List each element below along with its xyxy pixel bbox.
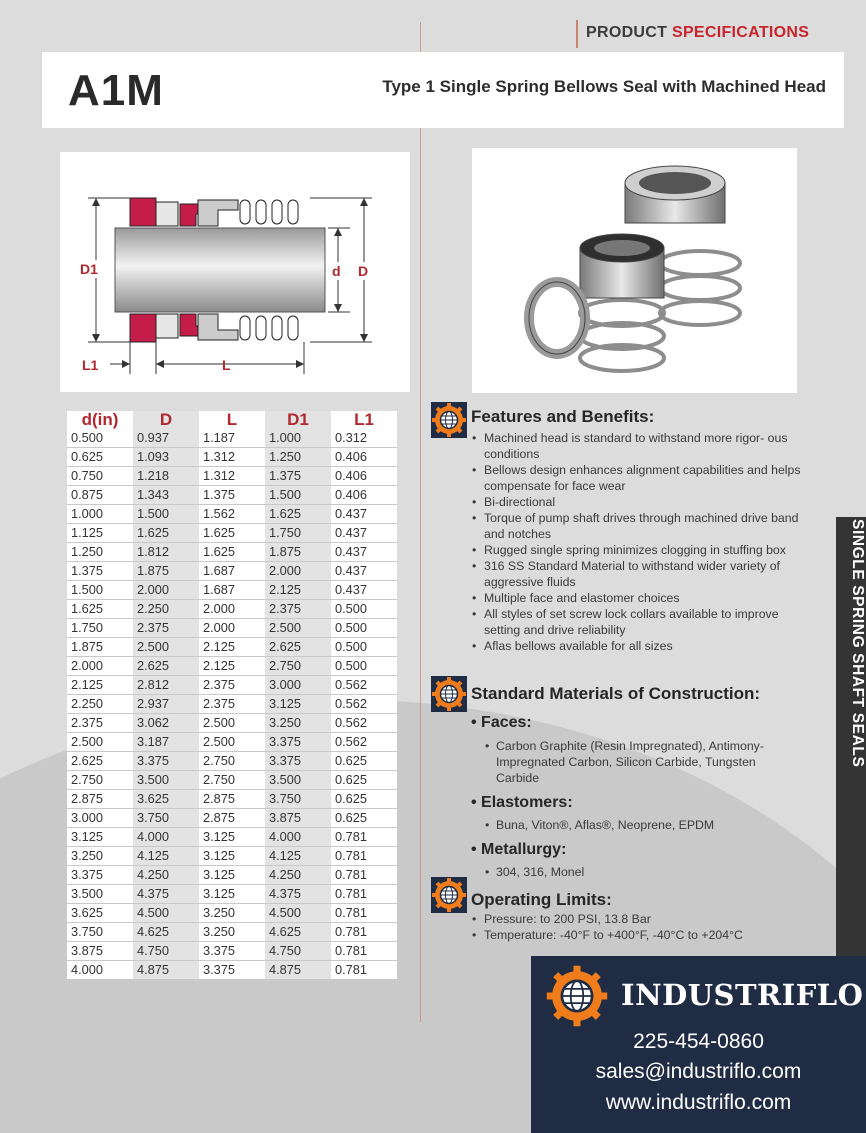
label-D: D	[358, 263, 369, 279]
table-cell: 2.812	[133, 676, 199, 695]
table-cell: 2.625	[67, 752, 133, 771]
materials-title: Standard Materials of Construction:	[471, 684, 761, 703]
elastomers-text: • Buna, Viton®, Aflas®, Neoprene, EPDM	[484, 817, 794, 833]
table-row	[67, 467, 397, 486]
faces-title: • Faces:	[471, 714, 532, 731]
table-cell: 1.343	[133, 486, 199, 505]
table-cell: 3.375	[133, 752, 199, 771]
table-cell: 4.250	[133, 866, 199, 885]
feature-item: • Torque of pump shaft drives through machined drive band and notches	[471, 510, 801, 542]
table-cell: 0.406	[331, 486, 397, 505]
globe-gear-icon	[431, 877, 467, 913]
table-cell: 2.875	[199, 809, 265, 828]
table-cell: 4.125	[265, 847, 331, 866]
table-cell: 1.750	[67, 619, 133, 638]
globe-gear-icon	[431, 676, 467, 712]
table-cell: 3.250	[199, 923, 265, 942]
table-cell: 0.781	[331, 961, 397, 980]
title-bar	[42, 52, 844, 128]
table-cell: 1.312	[199, 467, 265, 486]
table-cell: 1.875	[265, 543, 331, 562]
features-title: Features and Benefits:	[471, 407, 655, 426]
table-row	[67, 942, 397, 961]
table-cell: 0.437	[331, 505, 397, 524]
vertical-divider	[420, 22, 421, 1022]
table-cell: 3.500	[133, 771, 199, 790]
table-row	[67, 771, 397, 790]
table-cell: 0.781	[331, 942, 397, 961]
table-cell: 0.625	[331, 790, 397, 809]
table-cell: 3.375	[199, 961, 265, 980]
table-row	[67, 809, 397, 828]
operating-limits-list	[471, 911, 801, 943]
table-cell: 2.000	[133, 581, 199, 600]
table-row	[67, 885, 397, 904]
table-cell: 2.250	[133, 600, 199, 619]
table-cell: 0.500	[331, 619, 397, 638]
product-specifications-heading: PRODUCT SPECIFICATIONS	[576, 20, 809, 48]
table-cell: 4.500	[133, 904, 199, 923]
product-photo	[472, 148, 797, 393]
table-cell: 0.781	[331, 847, 397, 866]
table-cell: 3.750	[265, 790, 331, 809]
operating-limits-title: Operating Limits:	[471, 890, 612, 909]
table-cell: 0.625	[331, 752, 397, 771]
table-cell: 1.500	[265, 486, 331, 505]
table-cell: 1.687	[199, 581, 265, 600]
table-cell: 2.375	[133, 619, 199, 638]
table-cell: 3.875	[67, 942, 133, 961]
table-cell: 0.500	[67, 429, 133, 448]
table-row	[67, 600, 397, 619]
table-cell: 1.750	[265, 524, 331, 543]
table-cell: 1.187	[199, 429, 265, 448]
table-cell: 4.750	[265, 942, 331, 961]
table-header-row	[67, 411, 397, 429]
dimension-table	[67, 411, 397, 980]
table-cell: 1.000	[67, 505, 133, 524]
table-cell: 4.875	[265, 961, 331, 980]
table-cell: 1.625	[67, 600, 133, 619]
metallurgy-title: • Metallurgy:	[471, 841, 567, 858]
table-cell: 3.125	[199, 885, 265, 904]
table-cell: 0.437	[331, 543, 397, 562]
label-L1: L1	[82, 357, 99, 373]
table-row	[67, 866, 397, 885]
column-header: d(in)	[67, 411, 133, 429]
table-cell: 0.625	[67, 448, 133, 467]
column-header: L1	[331, 411, 397, 429]
table-cell: 0.781	[331, 904, 397, 923]
table-row	[67, 790, 397, 809]
table-cell: 1.375	[199, 486, 265, 505]
table-cell: 1.250	[265, 448, 331, 467]
table-cell: 1.375	[67, 562, 133, 581]
table-row	[67, 733, 397, 752]
table-cell: 1.093	[133, 448, 199, 467]
feature-item: • Multiple face and elastomer choices	[471, 590, 801, 606]
table-row	[67, 923, 397, 942]
feature-item: • 316 SS Standard Material to withstand wider variety of aggressive fluids	[471, 558, 801, 590]
label-D1: D1	[80, 261, 98, 277]
feature-item: • Aflas bellows available for all sizes	[471, 638, 801, 654]
seal-dimension-diagram	[60, 152, 410, 392]
shaft	[115, 228, 325, 312]
table-cell: 3.625	[133, 790, 199, 809]
table-row	[67, 505, 397, 524]
table-row	[67, 543, 397, 562]
table-cell: 3.250	[199, 904, 265, 923]
feature-item: • All styles of set screw lock collars available to improve setting and drive reliability	[471, 606, 801, 638]
feature-item: • Rugged single spring minimizes clogging in stuffing box	[471, 542, 801, 558]
product-subtitle: Type 1 Single Spring Bellows Seal with Machined Head	[382, 77, 826, 96]
table-cell: 4.625	[133, 923, 199, 942]
feature-item: • Bellows design enhances alignment capabilities and helps compensate for face wear	[471, 462, 801, 494]
table-row	[67, 752, 397, 771]
brand-phone[interactable]: 225-454-0860	[633, 1030, 764, 1053]
table-cell: 2.375	[199, 676, 265, 695]
table-row	[67, 619, 397, 638]
table-cell: 3.125	[199, 866, 265, 885]
table-cell: 1.218	[133, 467, 199, 486]
table-cell: 3.062	[133, 714, 199, 733]
table-cell: 2.000	[67, 657, 133, 676]
side-category-tab: SINGLE SPRING SHAFT SEALS	[836, 517, 866, 957]
table-cell: 2.750	[67, 771, 133, 790]
table-cell: 0.500	[331, 638, 397, 657]
table-cell: 4.000	[67, 961, 133, 980]
column-header: L	[199, 411, 265, 429]
table-cell: 2.500	[67, 733, 133, 752]
table-cell: 1.562	[199, 505, 265, 524]
table-cell: 2.875	[67, 790, 133, 809]
table-row	[67, 904, 397, 923]
table-cell: 2.125	[265, 581, 331, 600]
table-cell: 3.500	[265, 771, 331, 790]
table-cell: 0.625	[331, 771, 397, 790]
limit-item: • Pressure: to 200 PSI, 13.8 Bar	[471, 911, 801, 927]
table-row	[67, 448, 397, 467]
table-cell: 0.406	[331, 467, 397, 486]
table-cell: 2.500	[199, 733, 265, 752]
table-row	[67, 695, 397, 714]
table-cell: 1.812	[133, 543, 199, 562]
brand-website[interactable]: www.industriflo.com	[605, 1091, 792, 1114]
table-cell: 3.375	[67, 866, 133, 885]
table-cell: 1.250	[67, 543, 133, 562]
table-cell: 2.625	[265, 638, 331, 657]
table-cell: 3.125	[265, 695, 331, 714]
table-cell: 0.562	[331, 733, 397, 752]
table-cell: 2.375	[265, 600, 331, 619]
table-row	[67, 524, 397, 543]
table-cell: 0.562	[331, 676, 397, 695]
table-cell: 3.875	[265, 809, 331, 828]
table-cell: 4.625	[265, 923, 331, 942]
limit-item: • Temperature: -40°F to +400°F, -40°C to +204°C	[471, 927, 801, 943]
table-cell: 1.625	[265, 505, 331, 524]
table-cell: 2.625	[133, 657, 199, 676]
table-cell: 0.750	[67, 467, 133, 486]
table-cell: 3.375	[199, 942, 265, 961]
table-cell: 2.750	[265, 657, 331, 676]
table-cell: 0.312	[331, 429, 397, 448]
table-row	[67, 638, 397, 657]
table-row	[67, 581, 397, 600]
table-cell: 0.437	[331, 581, 397, 600]
feature-item: • Bi-directional	[471, 494, 801, 510]
table-cell: 4.750	[133, 942, 199, 961]
table-cell: 2.250	[67, 695, 133, 714]
column-header: D1	[265, 411, 331, 429]
table-cell: 0.562	[331, 695, 397, 714]
table-row	[67, 429, 397, 448]
table-row	[67, 486, 397, 505]
top-seat	[130, 198, 156, 226]
table-cell: 4.250	[265, 866, 331, 885]
table-cell: 3.125	[199, 828, 265, 847]
table-cell: 4.875	[133, 961, 199, 980]
table-row	[67, 676, 397, 695]
table-cell: 2.375	[67, 714, 133, 733]
table-cell: 1.312	[199, 448, 265, 467]
table-cell: 0.437	[331, 524, 397, 543]
globe-gear-icon	[431, 402, 467, 438]
table-cell: 2.750	[199, 752, 265, 771]
table-cell: 0.781	[331, 923, 397, 942]
table-cell: 2.000	[199, 619, 265, 638]
table-cell: 4.375	[133, 885, 199, 904]
table-cell: 1.687	[199, 562, 265, 581]
table-cell: 1.625	[133, 524, 199, 543]
table-cell: 0.500	[331, 657, 397, 676]
table-cell: 2.500	[265, 619, 331, 638]
table-cell: 2.375	[199, 695, 265, 714]
table-cell: 4.000	[133, 828, 199, 847]
table-cell: 0.500	[331, 600, 397, 619]
table-cell: 1.000	[265, 429, 331, 448]
table-cell: 1.625	[199, 524, 265, 543]
model-number: A1M	[68, 66, 164, 115]
table-row	[67, 657, 397, 676]
table-cell: 0.875	[67, 486, 133, 505]
table-row	[67, 828, 397, 847]
table-cell: 0.937	[133, 429, 199, 448]
table-cell: 4.125	[133, 847, 199, 866]
elastomers-title: • Elastomers:	[471, 794, 573, 811]
table-row	[67, 562, 397, 581]
table-cell: 2.125	[199, 657, 265, 676]
table-cell: 2.750	[199, 771, 265, 790]
table-cell: 3.375	[265, 752, 331, 771]
table-cell: 0.406	[331, 448, 397, 467]
brand-name: INDUSTRIFLO	[621, 978, 864, 1012]
table-cell: 1.625	[199, 543, 265, 562]
table-cell: 2.000	[265, 562, 331, 581]
table-cell: 3.187	[133, 733, 199, 752]
brand-contact-box	[531, 956, 866, 1133]
label-d: d	[332, 263, 341, 279]
table-cell: 3.000	[265, 676, 331, 695]
table-cell: 3.000	[67, 809, 133, 828]
table-cell: 2.500	[133, 638, 199, 657]
bottom-seat	[130, 314, 156, 342]
table-cell: 2.125	[199, 638, 265, 657]
table-cell: 4.375	[265, 885, 331, 904]
table-cell: 4.000	[265, 828, 331, 847]
table-cell: 4.500	[265, 904, 331, 923]
label-L: L	[222, 357, 231, 373]
table-cell: 1.375	[265, 467, 331, 486]
table-row	[67, 714, 397, 733]
table-cell: 0.437	[331, 562, 397, 581]
table-cell: 0.562	[331, 714, 397, 733]
feature-item: • Machined head is standard to withstand more rigor- ous conditions	[471, 430, 801, 462]
table-cell: 2.500	[199, 714, 265, 733]
industriflo-logo-icon	[545, 964, 609, 1028]
table-cell: 3.750	[133, 809, 199, 828]
table-cell: 1.875	[133, 562, 199, 581]
table-cell: 3.250	[67, 847, 133, 866]
brand-email[interactable]: sales@industriflo.com	[595, 1060, 802, 1083]
table-cell: 3.250	[265, 714, 331, 733]
table-cell: 1.875	[67, 638, 133, 657]
table-cell: 0.781	[331, 866, 397, 885]
table-cell: 1.500	[67, 581, 133, 600]
table-cell: 1.500	[133, 505, 199, 524]
table-cell: 2.937	[133, 695, 199, 714]
table-cell: 3.625	[67, 904, 133, 923]
table-cell: 3.375	[265, 733, 331, 752]
table-cell: 3.750	[67, 923, 133, 942]
table-row	[67, 847, 397, 866]
table-cell: 2.125	[67, 676, 133, 695]
table-cell: 0.781	[331, 885, 397, 904]
features-list	[471, 430, 801, 654]
table-cell: 0.781	[331, 828, 397, 847]
table-cell: 3.125	[67, 828, 133, 847]
metallurgy-text: • 304, 316, Monel	[484, 864, 794, 880]
table-cell: 2.000	[199, 600, 265, 619]
table-cell: 1.125	[67, 524, 133, 543]
table-cell: 2.875	[199, 790, 265, 809]
table-row	[67, 961, 397, 980]
table-cell: 3.500	[67, 885, 133, 904]
table-cell: 0.625	[331, 809, 397, 828]
column-header: D	[133, 411, 199, 429]
faces-text: • Carbon Graphite (Resin Impregnated), Antimony-Impregnated Carbon, Silicon Carbide, Tungsten Carbide	[484, 738, 794, 786]
table-cell: 3.125	[199, 847, 265, 866]
